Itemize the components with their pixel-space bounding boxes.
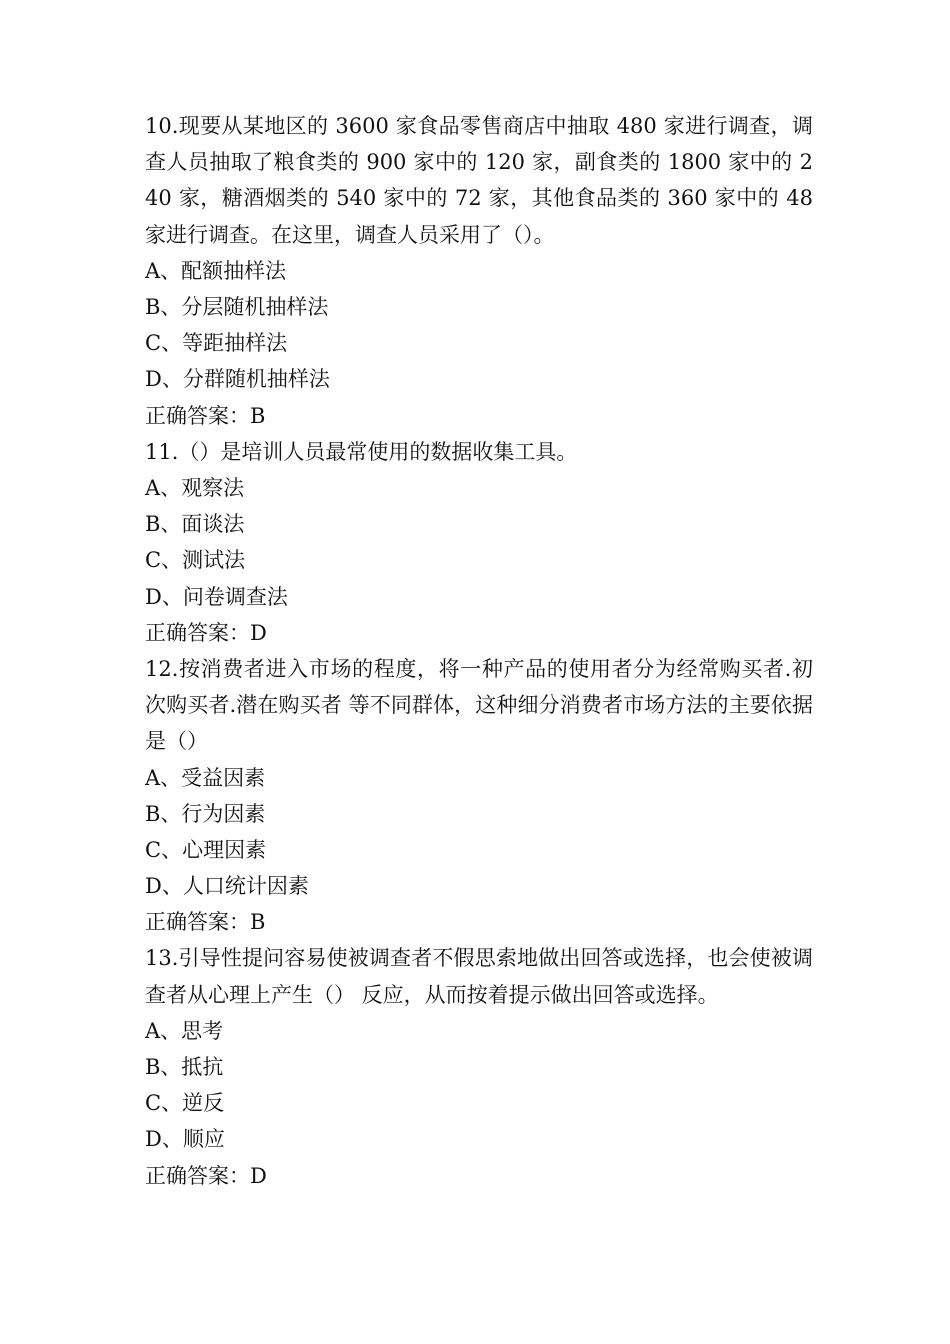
option-c: C、逆反: [145, 1091, 225, 1116]
option-a: A、观察法: [145, 475, 245, 500]
option-b: B、分层随机抽样法: [145, 295, 329, 319]
correct-answer: 正确答案：D: [145, 1163, 267, 1188]
option-d: D、分群随机抽样法: [145, 367, 330, 392]
correct-answer: 正确答案：B: [145, 403, 266, 428]
question-11: [145, 434, 813, 651]
option-d: D、顺应: [145, 1127, 225, 1152]
correct-answer: 正确答案：D: [145, 620, 267, 645]
question-10: [145, 108, 813, 434]
option-c: C、测试法: [145, 548, 246, 573]
option-b: B、抵抗: [145, 1055, 224, 1080]
question-stem: 13.引导性提问容易使被调查者不假思索地做出回答或选择，也会使被调查者从心理上产生（） 反应，从而按着提示做出回答或选择。: [145, 946, 813, 1007]
option-c: C、心理因素: [145, 837, 267, 862]
question-stem: 12.按消费者进入市场的程度，将一种产品的使用者分为经常购买者.初次购买者.潜在购买者 等不同群体，这种细分消费者市场方法的主要依据是（）: [145, 656, 813, 754]
option-a: A、思考: [145, 1018, 224, 1043]
correct-answer: 正确答案：B: [145, 910, 266, 935]
option-c: C、等距抽样法: [145, 331, 288, 356]
option-a: A、配额抽样法: [145, 258, 287, 283]
option-b: B、行为因素: [145, 801, 266, 826]
question-stem: 11.（）是培训人员最常使用的数据收集工具。: [145, 439, 578, 464]
option-d: D、问卷调查法: [145, 584, 288, 609]
question-12: [145, 651, 813, 941]
option-a: A、受益因素: [145, 765, 266, 790]
option-d: D、人口统计因素: [145, 874, 309, 899]
question-13: [145, 940, 813, 1193]
option-b: B、面谈法: [145, 512, 245, 537]
document-body: [145, 108, 813, 1194]
question-stem: 10.现要从某地区的 3600 家食品零售商店中抽取 480 家进行调查，调查人员抽取了粮食类的 900 家中的 120 家，副食类的 1800 家中的 240 家，糖酒烟类的 540 家中的 72 家，其他食品类的 360 家中的 48 家进行调查。在这里，调查人员采用了（）。: [145, 114, 813, 247]
